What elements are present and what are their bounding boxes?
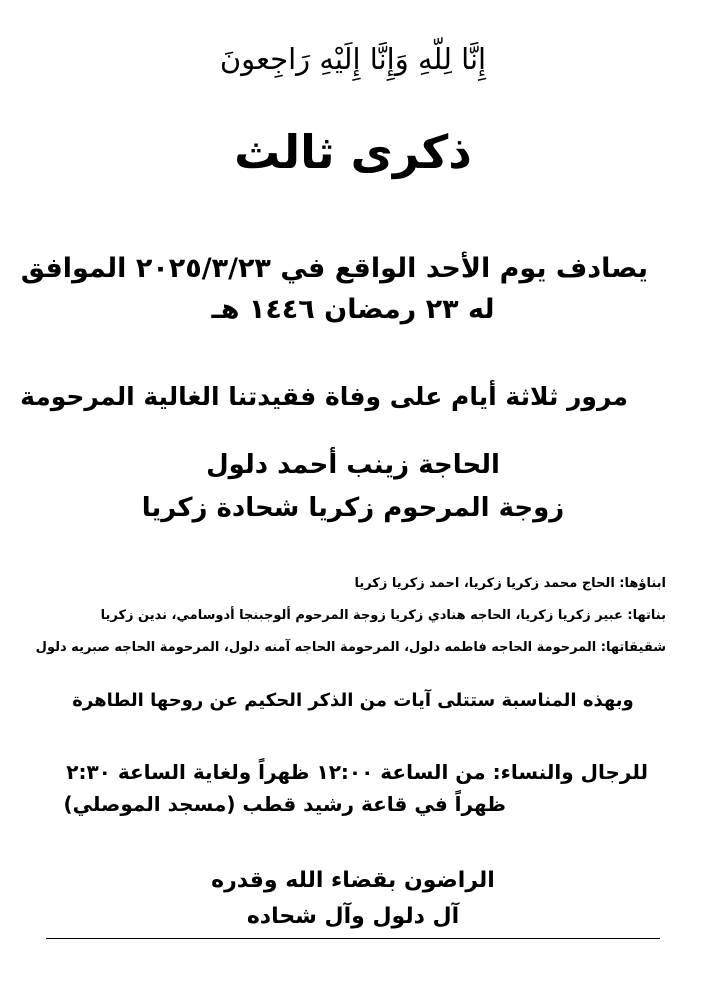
- deceased-relation: زوجة المرحوم زكريا شحادة زكريا: [141, 493, 565, 523]
- quran-verse: إِنَّا لِلّهِ وَإِنَّا إِلَيْهِ رَاجِعونَ: [219, 42, 487, 76]
- time-line: للرجال والنساء: من الساعة ١٢:٠٠ ظهراً ولغاية الساعة ٢:٣٠: [66, 760, 648, 784]
- venue-line: ظهراً في قاعة رشيد قطب (مسجد الموصلي): [63, 792, 506, 816]
- family-sisters: شقيقاتها: المرحومة الحاجه فاطمه دلول، المرحومة الحاجه آمنه دلول، المرحومة الحاجه صبريه دلول: [35, 640, 666, 655]
- date-line-hijri: له ٢٣ رمضان ١٤٤٦ هـ: [211, 294, 495, 325]
- date-line-gregorian: يصادف يوم الأحد الواقع في ٢٠٢٥/٣/٢٣ الموافق: [20, 253, 648, 284]
- deceased-name: الحاجة زينب أحمد دلول: [206, 450, 500, 480]
- signoff-line: الراضون بقضاء الله وقدره: [211, 868, 495, 893]
- family-sons: ابناؤها: الحاج محمد زكريا زكريا، احمد زكريا زكريا: [354, 576, 666, 591]
- notice-title: ذكرى ثالث: [234, 125, 472, 179]
- family-signature: آل دلول وآل شحاده: [246, 904, 460, 929]
- passing-announcement: مرور ثلاثة أيام على وفاة فقيدتنا الغالية المرحومة: [20, 382, 628, 411]
- family-daughters: بناتها: عبير زكريا زكريا، الحاجه هنادي زكريا زوجة المرحوم ألوجبنجا أدوسامي، ندين زكريا: [100, 608, 666, 623]
- bottom-divider: [46, 938, 660, 939]
- occasion-line: وبهذه المناسبة ستتلى آيات من الذكر الحكيم عن روحها الطاهرة: [72, 690, 634, 711]
